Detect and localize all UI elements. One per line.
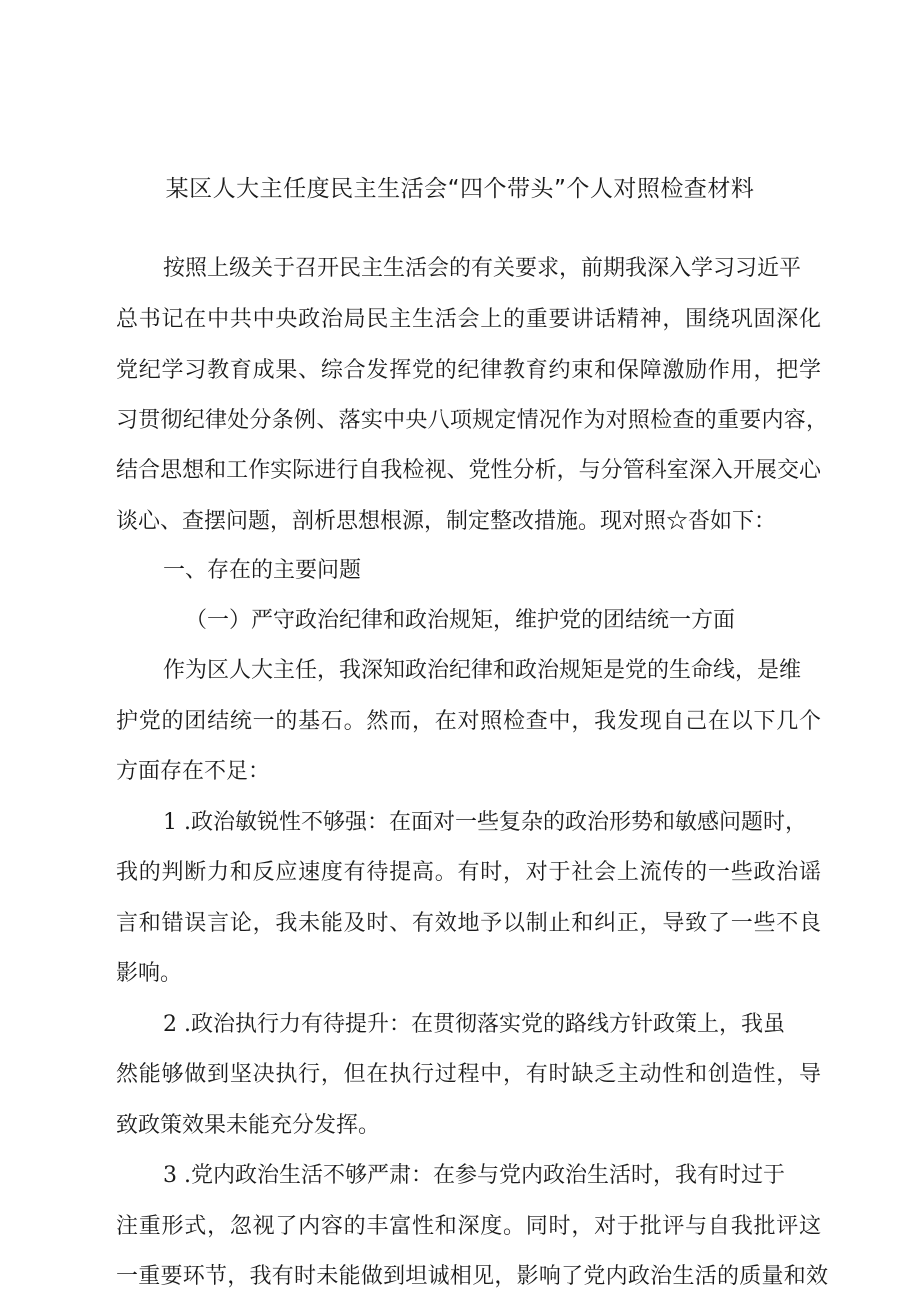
item1-line-1: 1 .政治敏锐性不够强：在面对一些复杂的政治形势和敏感问题时， xyxy=(163,810,807,835)
subsection-heading: （一）严守政治纪律和政治规矩，维护党的团结统一方面 xyxy=(185,608,736,633)
para1-line-3: 方面存在不足： xyxy=(116,759,271,784)
intro-line-1: 按照上级关于召开民主生活会的有关要求，前期我深入学习习近平 xyxy=(163,256,802,281)
item3-line-2: 注重形式，忽视了内容的丰富性和深度。同时，对于批评与自我批评这 xyxy=(116,1214,821,1239)
section-heading: 一、存在的主要问题 xyxy=(163,558,362,583)
para1-line-1: 作为区人大主任，我深知政治纪律和政治规矩是党的生命线，是维 xyxy=(163,658,802,683)
item1-line-3: 言和错误言论，我未能及时、有效地予以制止和纠正，导致了一些不良 xyxy=(116,911,821,936)
item3-line-3: 一重要环节，我有时未能做到坦诚相见，影响了党内政治生活的质量和效 xyxy=(116,1264,828,1289)
intro-line-5: 结合思想和工作实际进行自我检视、党性分析，与分管科室深入开展交心 xyxy=(116,458,821,483)
intro-line-2: 总书记在中共中央政治局民主生活会上的重要讲话精神，围绕巩固深化 xyxy=(116,307,821,332)
item2-line-1: 2 .政治执行力有待提升：在贯彻落实党的路线方针政策上，我虽 xyxy=(163,1012,785,1037)
intro-line-6: 谈心、查摆问题，剖析思想根源，制定整改措施。现对照☆沓如下： xyxy=(116,509,777,534)
intro-line-3: 党纪学习教育成果、综合发挥党的纪律教育约束和保障激励作用，把学 xyxy=(116,358,821,383)
document-title: 某区人大主任度民主生活会“四个带头”个人对照检查材料 xyxy=(165,176,755,202)
item3-line-1: 3 .党内政治生活不够严肃：在参与党内政治生活时，我有时过于 xyxy=(163,1163,785,1188)
item2-line-2: 然能够做到坚决执行，但在执行过程中，有时缺乏主动性和创造性，导 xyxy=(116,1062,821,1087)
item2-line-3: 致政策效果未能充分发挥。 xyxy=(116,1113,381,1138)
item1-line-2: 我的判断力和反应速度有待提高。有时，对于社会上流传的一些政治谣 xyxy=(116,860,821,885)
item1-line-4: 影响。 xyxy=(116,961,183,986)
intro-line-4: 习贯彻纪律处分条例、落实中央八项规定情况作为对照检查的重要内容， xyxy=(116,408,828,433)
para1-line-2: 护党的团结统一的基石。然而，在对照检查中，我发现自己在以下几个 xyxy=(116,709,821,734)
